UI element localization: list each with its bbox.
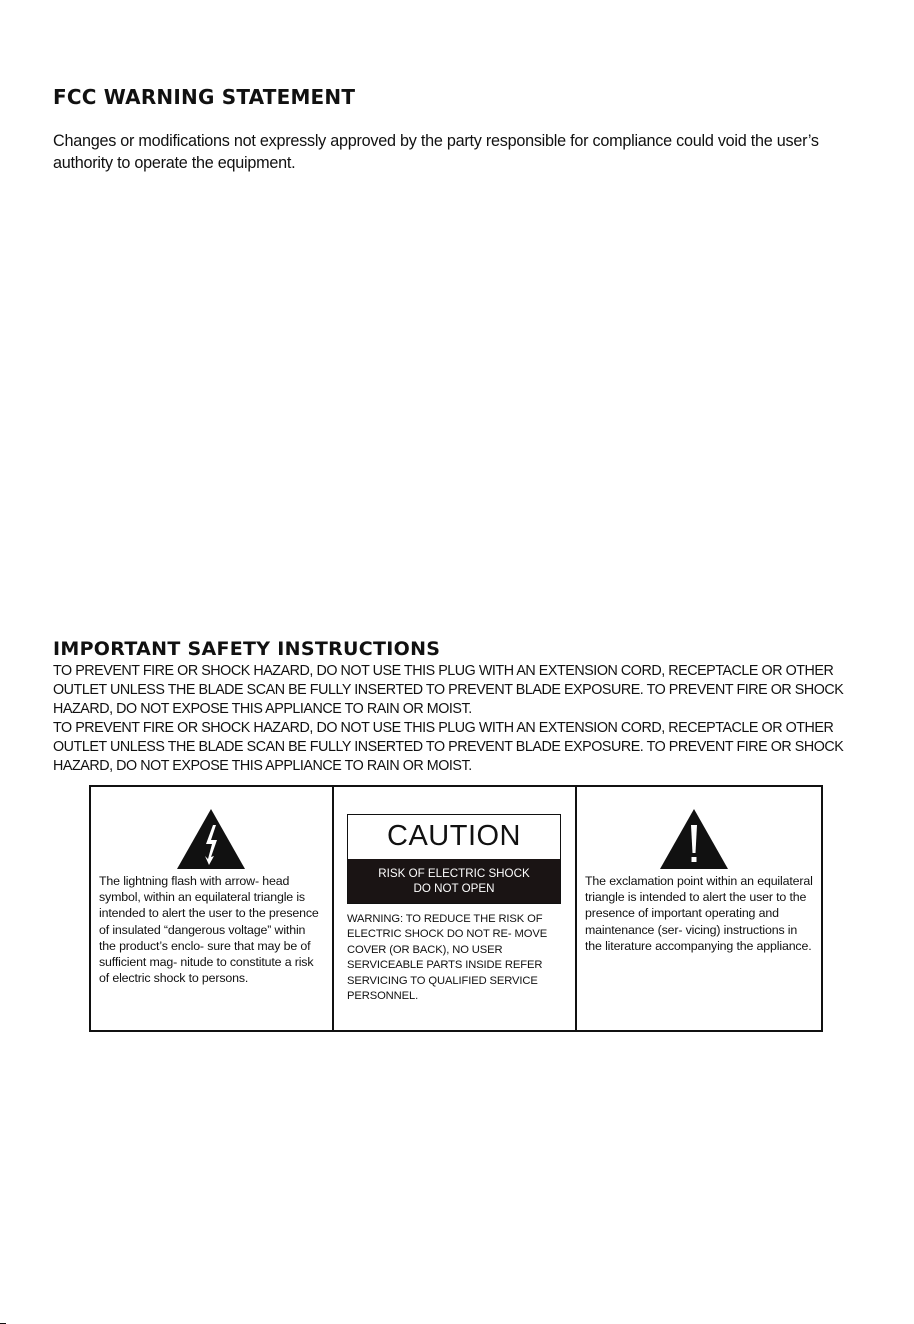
safety-paragraph: TO PREVENT FIRE OR SHOCK HAZARD, DO NOT USE THIS PLUG WITH AN EXTENSION CORD, RECEPTACLE OR OTHER OUTLET UNLESS THE BLADE SCAN BE FULLY INSERTED TO PREVENT BLADE EXPOSURE. TO PREVENT FIRE OR SHOCK HAZARD, DO NOT EXPOSE THIS APPLIANCE TO RAIN OR MOIST. — [53, 720, 844, 774]
lightning-symbol-cell — [91, 787, 334, 1030]
lightning-warning-icon — [175, 807, 247, 871]
caution-label — [347, 814, 561, 904]
caution-band-line: RISK OF ELECTRIC SHOCK — [378, 867, 530, 880]
lightning-symbol-description: The lightning flash with arrow- head symbol, within an equilateral triangle is intended to alert the user to the presence of insulated “dangerous voltage” within the product’s enclo- sure that may be of sufficient mag- nitude to constitute a risk of electric shock to persons. — [99, 874, 319, 986]
fcc-warning-body: Changes or modifications not expressly approved by the party responsible for compliance could void the user’s authority to operate the equipment. — [53, 132, 819, 172]
caution-warning-text: WARNING: TO REDUCE THE RISK OF ELECTRIC SHOCK DO NOT RE- MOVE COVER (OR BACK), NO USER SERVICEABLE PARTS INSIDE REFER SERVICING TO QUALIFIED SERVICE PERSONNEL. — [347, 913, 548, 1003]
safety-symbols-table — [89, 785, 823, 1032]
fcc-warning-title: FCC WARNING STATEMENT — [53, 85, 356, 109]
caution-band-line: DO NOT OPEN — [413, 882, 495, 895]
caution-title: CAUTION — [387, 820, 521, 852]
safety-instructions-title: IMPORTANT SAFETY INSTRUCTIONS — [53, 638, 441, 660]
caution-band — [348, 859, 560, 903]
exclamation-symbol-cell — [577, 787, 821, 1030]
safety-paragraph: TO PREVENT FIRE OR SHOCK HAZARD, DO NOT USE THIS PLUG WITH AN EXTENSION CORD, RECEPTACLE OR OTHER OUTLET UNLESS THE BLADE SCAN BE FULLY INSERTED TO PREVENT BLADE EXPOSURE. TO PREVENT FIRE OR SHOCK HAZARD, DO NOT EXPOSE THIS APPLIANCE TO RAIN OR MOIST. — [53, 663, 844, 717]
caution-cell — [334, 787, 577, 1030]
exclamation-symbol-description: The exclamation point within an equilateral triangle is intended to alert the user to the presence of important operating and maintenance (ser- vicing) instructions in the literature accompanying the appliance. — [585, 874, 813, 953]
exclamation-warning-icon — [658, 807, 730, 871]
